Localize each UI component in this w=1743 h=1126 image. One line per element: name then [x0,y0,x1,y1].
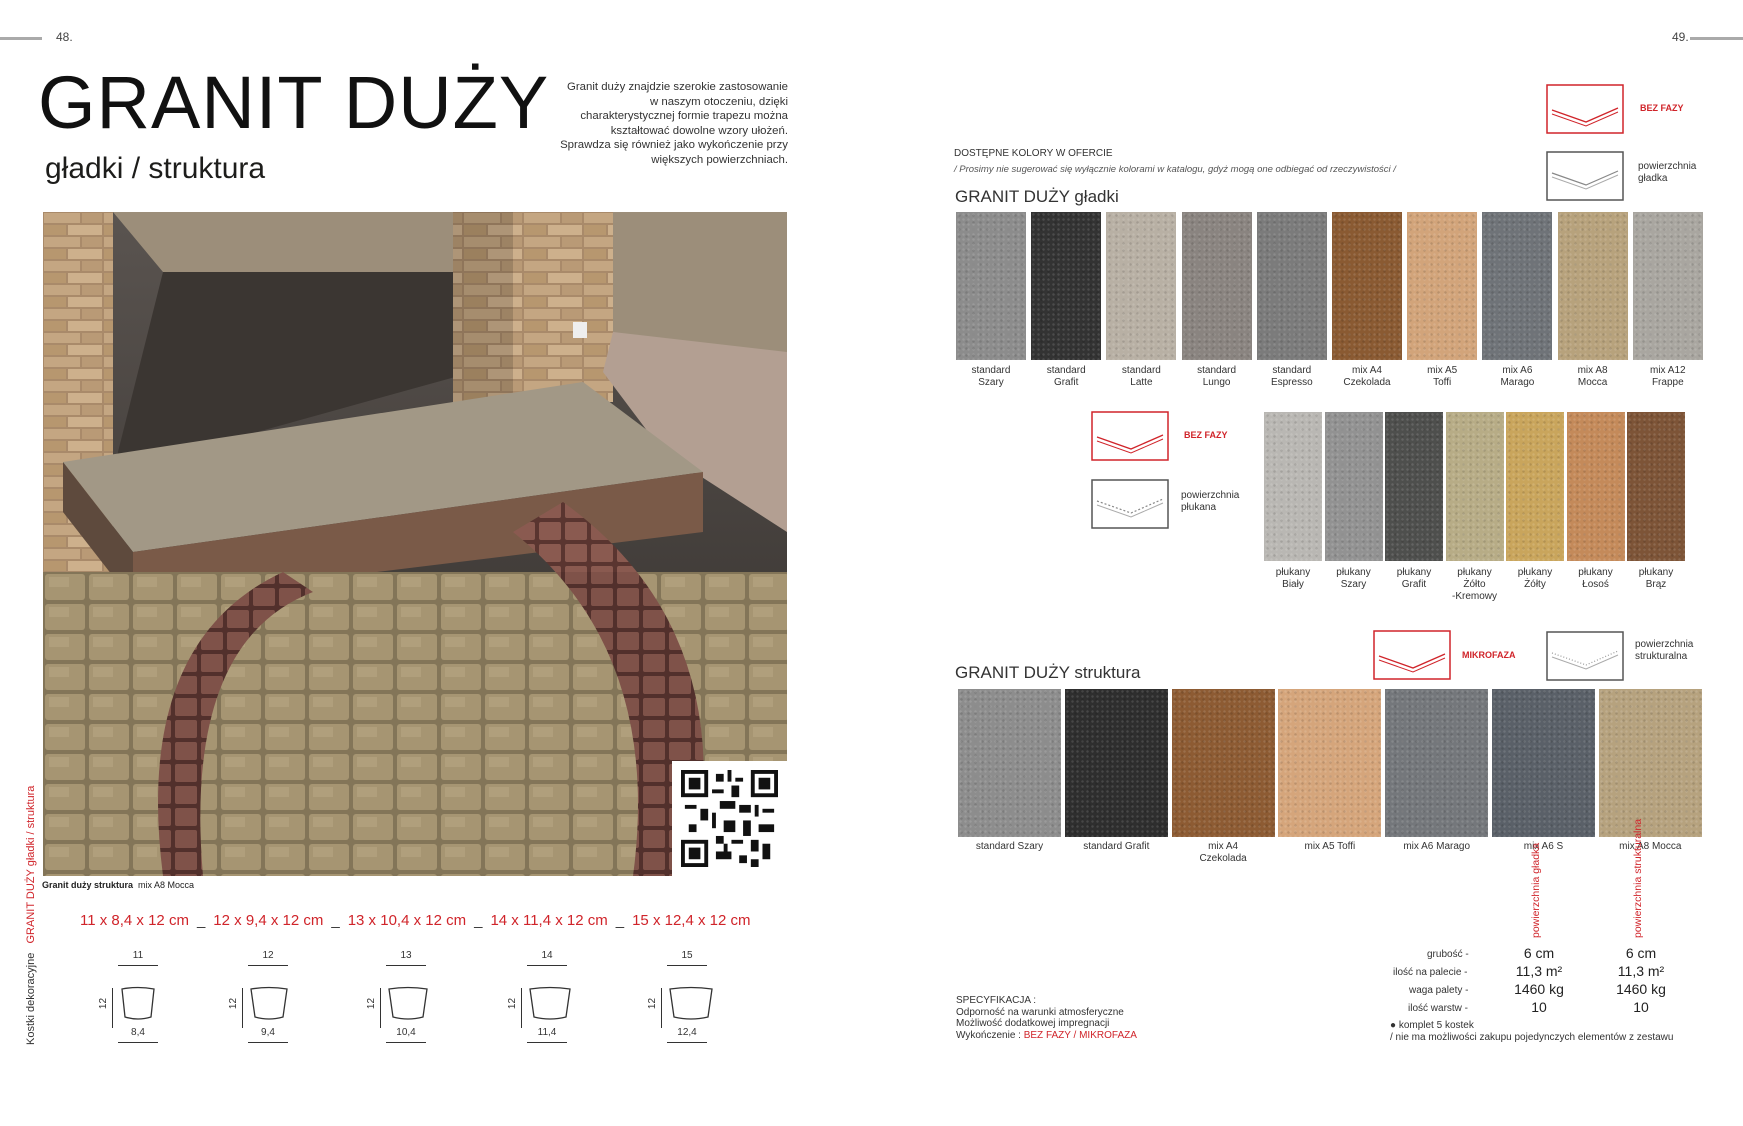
block-diagram-5 [647,950,727,1050]
kit-note: ● komplet 5 kostek [1390,1020,1474,1031]
spec-label-layers: ilość warstw - [1408,1003,1469,1014]
swatch-label-line: Latte [1130,377,1153,388]
color-swatch [1558,212,1628,360]
color-swatch [1172,689,1275,837]
spec-value: 1460 kg [1514,981,1564,997]
swatch-label [1076,841,1156,853]
color-swatch [1264,412,1322,561]
swatch-label-line: Szary [978,377,1004,388]
block-bottom-width: 8,4 [131,1027,145,1038]
side-label-category: Kostki dekoracyjne [25,952,37,1045]
swatch-label-line: -Kremowy [1451,591,1497,602]
swatch-label-line: Toffi [1433,377,1452,388]
page-rule-left [0,37,42,40]
swatch-label-line: mix A6 [1502,365,1533,376]
color-swatch [1325,412,1383,561]
block-top-width: 15 [681,950,693,961]
block-top-width: 12 [262,950,274,961]
trapezoid-shape [669,986,713,1022]
color-swatch [1492,689,1595,837]
intro-text [523,80,788,167]
swatch-label-line: płukany [1578,567,1613,578]
intro-line: Sprawdza się również jako wykończenie przy [560,139,788,151]
available-colors-note: / Prosimy nie sugerować się wyłącznie kolorami w katalogu, gdyż mogą one odbiegać od rzeczywistości / [954,164,1396,175]
swatch-label-line: mix A6 Marago [1403,841,1471,852]
swatch-label [1402,365,1482,389]
swatch-label-line: płukany [1517,567,1553,578]
trapezoid-shape [120,986,156,1022]
swatch-label [1252,365,1332,389]
swatch-label-line: mix A6 S [1523,841,1564,852]
icon-label-line: powierzchnia [1635,639,1694,650]
color-swatch [1633,212,1703,360]
caption-product: Granit duży struktura [42,880,134,890]
page-number-right: 49. [1672,30,1689,44]
block-diagram-3 [366,950,446,1050]
caption-variant: mix A8 Mocca [138,880,195,890]
mikrofaza-label: MIKROFAZA [1462,650,1516,660]
block-height: 12 [647,997,659,1010]
page-rule-right [1690,37,1743,40]
swatch-label-line: standard [1121,365,1161,376]
section-title-struct: GRANIT DUŻY struktura [955,663,1141,682]
color-swatch [1065,689,1168,837]
color-swatch [1627,412,1685,561]
swatch-label-line: Brąz [1645,579,1667,590]
swatch-label [951,365,1031,389]
dimension-3: 13 x 10,4 x 12 cm [347,912,467,929]
spec-header: SPECYFIKACJA : [956,995,1037,1006]
block-top-width: 14 [541,950,553,961]
block-top-width: 13 [400,950,412,961]
swatch-label-line: mix A4 Czekolada [1199,841,1247,864]
photo-caption [42,880,194,890]
washed-surface-icon [1091,479,1169,529]
intro-line: Granit duży znajdzie szerokie zastosowanie [567,81,788,93]
dimension-1: 11 x 8,4 x 12 cm [80,912,189,929]
spec-finish-value: BEZ FAZY / MIKROFAZA [1023,1029,1137,1041]
mikrofaza-icon [1373,630,1451,680]
dimensions-row [80,912,780,929]
swatch-label-line: Lungo [1202,377,1231,388]
swatch-label [1290,841,1370,853]
smooth-surface-label [1638,161,1696,185]
color-swatch [1385,689,1488,837]
qr-code[interactable] [672,761,787,876]
block-height: 12 [98,997,110,1010]
block-diagram-4 [507,950,587,1050]
block-diagram-1 [98,950,178,1050]
swatch-label-line: Biały [1282,579,1304,590]
swatch-label-line: Czekolada [1343,377,1391,388]
swatch-label-line: Marago [1500,377,1535,388]
swatch-label-line: Szary [1340,579,1367,590]
side-label [25,786,37,1045]
block-top-width: 11 [132,950,144,961]
swatch-label-line: standard [1272,365,1312,376]
swatch-label [1183,841,1263,865]
icon-label-line: strukturalna [1635,651,1688,662]
swatch-label-line: Grafit [1401,579,1427,590]
spec-value: 6 cm [1523,945,1555,961]
swatch-label [1553,365,1633,389]
color-swatch [1567,412,1625,561]
swatch-label [1616,567,1696,591]
spec-label-pallet-qty: ilość na palecie - [1393,967,1468,978]
swatch-label [1504,841,1584,853]
trapezoid-shape [529,986,571,1022]
icon-label-line: gładka [1638,173,1668,184]
spec-line: Możliwość dodatkowej impregnacji [956,1018,1110,1029]
block-bottom-width: 10,4 [396,1027,416,1038]
available-colors-header: DOSTĘPNE KOLORY W OFERCIE [954,148,1113,159]
swatch-label-line: mix A5 [1427,365,1458,376]
spec-value: 6 cm [1625,945,1657,961]
page-title: GRANIT DUŻY [38,61,550,144]
swatch-label-line: standard [1197,365,1237,376]
page-number-left: 48. [56,30,73,44]
color-swatch [1599,689,1702,837]
intro-line: większych powierzchniach. [651,153,788,166]
swatch-label-line: płukany [1275,567,1311,578]
col-header-struct: powierzchnia strukturalna [1632,818,1644,938]
color-swatch [958,689,1061,837]
col-header-smooth: powierzchnia gładka [1530,842,1542,938]
color-swatch [1257,212,1327,360]
swatch-label-line: Frappe [1651,377,1684,388]
spec-value: 10 [1633,999,1649,1015]
swatch-label [970,841,1050,853]
color-swatch [1446,412,1504,561]
intro-line: w naszym otoczeniu, dzięki [649,95,788,108]
spec-value: 11,3 m² [1617,963,1665,979]
block-height: 12 [228,997,240,1010]
bez-fazy-label: BEZ FAZY [1184,430,1228,440]
kit-note-detail: / nie ma możliwości zakupu pojedynczych elementów z zestawu [1390,1032,1674,1043]
swatch-label-line: standard [1046,365,1086,376]
swatch-label-line: Grafit [1053,377,1079,388]
swatch-label-line: mix A4 [1351,365,1382,376]
swatch-label-line: standard [971,365,1011,376]
dimension-separator: _ [474,912,483,929]
swatch-label-line: płukany [1396,567,1432,578]
spec-line: Odporność na warunki atmosferyczne [956,1006,1124,1018]
swatch-label-line: mix A5 Toffi [1304,841,1356,852]
spec-value: 10 [1531,999,1547,1015]
color-swatch [1182,212,1252,360]
swatch-label-line: płukany [1336,567,1371,578]
swatch-label [1101,365,1181,389]
block-diagram-2 [228,950,308,1050]
color-swatch [1278,689,1381,837]
block-bottom-width: 11,4 [537,1027,557,1038]
color-swatch [1332,212,1402,360]
block-bottom-width: 9,4 [261,1027,275,1038]
swatch-label [1026,365,1106,389]
swatch-label [1177,365,1257,389]
swatch-label-line: Żółty [1524,579,1546,590]
washed-surface-label [1181,490,1239,514]
swatch-label-line: płukany [1638,567,1674,578]
swatch-label [1610,841,1690,853]
color-swatch [1407,212,1477,360]
swatch-label-line: Espresso [1270,377,1313,388]
swatch-label-line: standard Grafit [1083,841,1150,852]
section-title-smooth: GRANIT DUŻY gładki [955,187,1119,206]
icon-label-line: powierzchnia [1181,490,1240,501]
spec-value: 11,3 m² [1515,963,1563,979]
swatch-label [1628,365,1708,389]
paving-photo [43,212,787,876]
block-bottom-width: 12,4 [677,1027,697,1038]
intro-line: charakterystycznej formie trapezu można [580,110,788,122]
dimension-4: 14 x 11,4 x 12 cm [490,912,608,929]
bez-fazy-label: BEZ FAZY [1640,103,1684,113]
swatch-label-line: Łosoś [1582,579,1609,590]
spec-value: 1460 kg [1616,981,1666,997]
dimension-5: 15 x 12,4 x 12 cm [632,912,751,929]
dimension-separator: _ [615,912,625,929]
swatch-label [1327,365,1407,389]
color-swatch [1031,212,1101,360]
trapezoid-shape [250,986,288,1022]
block-height: 12 [507,997,519,1010]
swatch-label [1397,841,1477,853]
page-subtitle: gładki / struktura [45,152,266,185]
spec-label-pallet-weight: waga palety - [1409,985,1469,996]
block-height: 12 [366,997,378,1010]
specification [956,995,1137,1041]
color-swatch [1482,212,1552,360]
color-swatch [956,212,1026,360]
swatch-label-line: mix A8 [1577,365,1608,376]
color-swatch [1106,212,1176,360]
side-label-product: GRANIT DUŻY gładki / struktura [25,785,37,944]
trapezoid-shape [388,986,428,1022]
swatch-label-line: Żółto [1463,579,1486,590]
structured-surface-label [1635,639,1693,663]
bez-fazy-icon [1091,411,1169,461]
structured-surface-icon [1546,631,1624,681]
swatch-label [1477,365,1557,389]
intro-line: kształtować dowolne wzory ułożeń. [610,124,788,137]
color-swatch [1506,412,1564,561]
dimension-separator: _ [331,912,340,929]
icon-label-line: płukana [1181,502,1217,513]
spec-finish-label: Wykończenie : [956,1029,1021,1041]
dimension-separator: _ [196,912,206,929]
spec-label-thickness: grubość - [1427,949,1469,960]
color-swatch [1385,412,1443,561]
icon-label-line: powierzchnia [1638,161,1697,172]
swatch-label-line: płukany [1457,567,1492,578]
dimension-2: 12 x 9,4 x 12 cm [213,912,324,929]
swatch-label-line: Mocca [1577,377,1608,388]
swatch-label-line: mix A8 Mocca [1619,841,1682,852]
smooth-surface-icon [1546,151,1624,201]
swatch-label-line: standard Szary [975,841,1044,852]
bez-fazy-icon [1546,84,1624,134]
swatch-label-line: mix A12 [1650,365,1686,376]
